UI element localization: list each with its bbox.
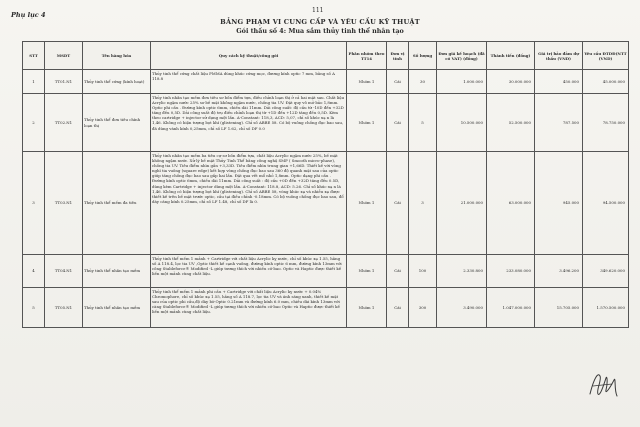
- cell-unit-price: 1.000.000: [437, 70, 487, 94]
- table-row: [23, 255, 629, 288]
- cell-spec: Thủy tinh thể mềm 1 mảnh + Cartridge với chất liệu Acrylic kỵ nước, chỉ số khúc xạ 1.55, hằng số A 118.4, lọc tia UV ,Optic thiết kế cạnh vuông, đường kính optic 6 mm, đường kính 13mm với công Stableforce® Modified -L giúp tương thích với nhiều cỡ bao. Optic và Haptic được thiết kế liền một mảnh cùng chất liệu.: [151, 255, 347, 288]
- cell-requirement: 45.000.000: [583, 70, 629, 94]
- cell-stt: 3: [23, 152, 45, 255]
- col-header-group: Phân nhóm theo TT14: [347, 42, 387, 70]
- col-header-bid-security: Giá trị bảo đảm dự thầu (VND): [535, 42, 583, 70]
- cell-unit: Cái: [387, 94, 409, 152]
- cell-qty: 100: [409, 255, 437, 288]
- cell-unit-price: 3.490.000: [437, 288, 487, 328]
- cell-name: Thủy tinh thể cứng (kính hoạt): [83, 70, 151, 94]
- cell-requirement: 78.750.000: [583, 94, 629, 152]
- cell-msdt: TT04.N1: [45, 255, 83, 288]
- cell-msdt: TT05.N1: [45, 288, 83, 328]
- cell-msdt: TT02.N1: [45, 94, 83, 152]
- table-header-row: [23, 42, 629, 70]
- cell-group: Nhóm 1: [347, 255, 387, 288]
- col-header-msdt: MSDT: [45, 42, 83, 70]
- cell-qty: 3: [409, 152, 437, 255]
- cell-stt: 4: [23, 255, 45, 288]
- cell-bid-security: 15.705.000: [535, 288, 583, 328]
- cell-group: Nhóm 1: [347, 94, 387, 152]
- document-title: BẢNG PHẠM VI CUNG CẤP VÀ YÊU CẦU KỸ THUẬT: [220, 18, 420, 26]
- cell-msdt: TT03.N1: [45, 152, 83, 255]
- cell-unit: Cái: [387, 70, 409, 94]
- cell-group: Nhóm 1: [347, 152, 387, 255]
- cell-name: Thủy tinh thể đơn tiêu chính loạn thị: [83, 94, 151, 152]
- cell-stt: 2: [23, 94, 45, 152]
- cell-bid-security: 787.500: [535, 94, 583, 152]
- col-header-stt: STT: [23, 42, 45, 70]
- cell-spec: Thủy tinh nhân tạo mềm ba tiêu cự sơ bốn điểm tựa, chất liệu Acrylic ngậm nước 25%, bề mặt không ngậm nước. Xử lý bề mặt Thủy Tinh Thể bằng công nghệ SMP ( Smooth micro-phase), chống tia UV. Tiêu điểm nhìn gần +3,33D. Tiêu điểm nhìn trung gian +1,66D. Thiết kế với vòng nghĩ tia vuông (square edge) kết hợp vòng chống đục bao sau 360 độ quanh mặt sau của optic giúp tăng chống đục bao sau gấp hai lần. Đặt qua vết mổ nhỏ 1,8mm. Optic dạng phi cầu . Đường kính optic 6mm, chiều dài 11mm. Dải công suất : độ cầu +0D đến +32D tăng đều 0.5D, dùng kèm Cartridge + injector dùng một lần. A-Constant: 118.8, ACD: 5.26. Chỉ số khúc xạ n là 1,46. Không có hiện tượng bọt khí (glistening). Chỉ số ABBE 58, vòng khúc xạ và nhiễu xạ được thiết kế trên bề mặt trước optic, cầu tại điều chỉnh -0.18mm. Có bộ vuông chống đục bao sau, đổ dày căng kính 0.25mm, chỉ số LF 1.48, chỉ số DF là 0.: [151, 152, 347, 255]
- appendix-label: Phụ lục 4: [11, 11, 46, 19]
- cell-stt: 5: [23, 288, 45, 328]
- cell-unit-price: 10.500.000: [437, 94, 487, 152]
- table-row: [23, 152, 629, 255]
- col-header-qty: Số lượng: [409, 42, 437, 70]
- cell-unit: Cái: [387, 288, 409, 328]
- cell-group: Nhóm 1: [347, 70, 387, 94]
- cell-name: Thủy tinh thể nhân tạo mềm: [83, 288, 151, 328]
- document-subtitle: Gói thầu số 4: Mua sắm thủy tinh thể nhân tạo: [236, 27, 404, 35]
- cell-total: 1.047.000.000: [487, 288, 535, 328]
- col-header-requirement: Yêu cầu ĐTDĐ(NTT (VND): [583, 42, 629, 70]
- cell-spec: Thủy tinh thể cứng chất liệu PMMA dùng khúc cứng mọc, đương kính optic 7 mm, bằng số A 118.8: [151, 70, 347, 94]
- table-row: [23, 70, 629, 94]
- cell-total: 63.000.000: [487, 152, 535, 255]
- col-header-spec: Quy cách kỹ thuật/công gói: [151, 42, 347, 70]
- cell-spec: Thủy tinh thể mềm 1 mảnh phi cầu + Cartridge với chất liệu Acrylic kỵ nước + 0.04% Chromophore, chỉ số khúc xạ 1.55, hằng số A 118.7, lọc tia UV và ánh sáng xanh, thiết kế mặt sau của optic phi cầu,độ dày bờ Optic 0.21mm và đường kính 6.0 mm, chiều dài kính 13mm với càng Stableforce® Modified -L giúp tương thích với nhiều cỡ bao Optic và Haptic được thiết kế liền một mảnh cùng chất liệu.: [151, 288, 347, 328]
- cell-qty: 300: [409, 288, 437, 328]
- page-number: 111: [312, 7, 324, 14]
- cell-requirement: 349.620.000: [583, 255, 629, 288]
- cell-qty: 30: [409, 70, 437, 94]
- col-header-name: Tên hàng hóa: [83, 42, 151, 70]
- cell-name: Thủy tinh thể nhân tạo mềm: [83, 255, 151, 288]
- cell-total: 233.080.000: [487, 255, 535, 288]
- cell-unit-price: 21.000.000: [437, 152, 487, 255]
- handwritten-signature: [584, 364, 624, 404]
- cell-name: Thủy tinh thể mềm đa tiêu: [83, 152, 151, 255]
- cell-total: 30.000.000: [487, 70, 535, 94]
- cell-spec: Thủy tinh nhân tạo mềm đơn tiêu sơ bốn điểm tựa, điều chỉnh loạn thị ở cả hai mặt sau. Chất liệu Acrylic ngậm nước 25% sơ bề mặt không ngậm nước, chống tia UV. Đặt quy vô mở bảo 1,8mm. Optic phi cầu . Đường kính optic 6mm, chiều dài 11mm. Dải công suất: độ cầu từ -10D đến +32D tăng đều 0,5D. Dải công suất độ trụ điều chỉnh loạn thị từ +1D đến +12D tăng đều 0,5D. Kèm theo cartridge + injector sử dụng một lần. A-Constant: 118,3, ACD: 5,07, chỉ số khúc xạ n là 1,46. Không có hiện tượng bọt khí (glistening). Chỉ số ABBE 58. Có bộ vuông chống đục bao sau, đã dùng vành kính 0,25mm, chỉ số LF 1.62, chỉ số DF 0.0: [151, 94, 347, 152]
- requirements-table: [22, 41, 629, 328]
- cell-unit: Cái: [387, 152, 409, 255]
- cell-bid-security: 945.000: [535, 152, 583, 255]
- cell-stt: 1: [23, 70, 45, 94]
- col-header-unit-price: Đơn giá kế hoạch (đã có VAT) (đồng): [437, 42, 487, 70]
- cell-total: 52.500.000: [487, 94, 535, 152]
- col-header-unit: Đơn vị tính: [387, 42, 409, 70]
- cell-bid-security: 3.496.200: [535, 255, 583, 288]
- cell-unit-price: 2.330.800: [437, 255, 487, 288]
- cell-qty: 5: [409, 94, 437, 152]
- col-header-total: Thành tiền (đồng): [487, 42, 535, 70]
- cell-msdt: TT01.N1: [45, 70, 83, 94]
- cell-requirement: 1.570.500.000: [583, 288, 629, 328]
- cell-bid-security: 450.000: [535, 70, 583, 94]
- cell-group: Nhóm 1: [347, 288, 387, 328]
- table-row: [23, 288, 629, 328]
- cell-unit: Cái: [387, 255, 409, 288]
- cell-requirement: 94.500.000: [583, 152, 629, 255]
- table-row: [23, 94, 629, 152]
